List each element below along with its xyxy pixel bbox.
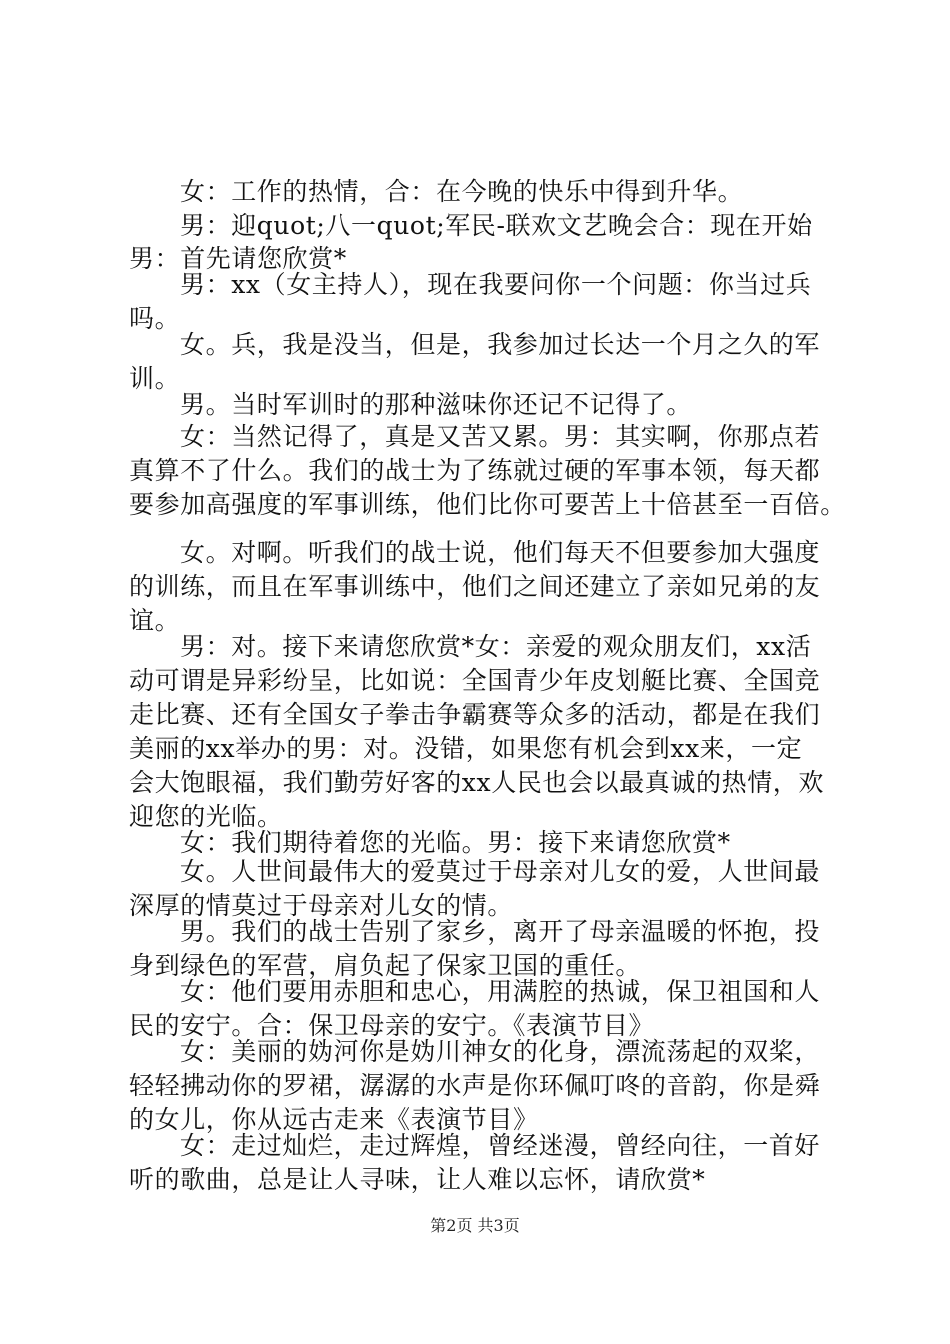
text-line: 女：美丽的妫河你是妫川神女的化身，漂流荡起的双桨， — [180, 1037, 821, 1066]
text-line: 要参加高强度的军事训练，他们比你可要苦上十倍甚至一百倍。 — [129, 490, 846, 519]
text-line: 男：首先请您欣赏* — [129, 244, 347, 273]
text-line: 会大饱眼福，我们勤劳好客的xx人民也会以最真诚的热情，欢 — [129, 768, 825, 797]
text-line: 深厚的情莫过于母亲对儿女的情。 — [129, 891, 514, 920]
text-line: 真算不了什么。我们的战士为了练就过硬的军事本领，每天都 — [129, 456, 821, 485]
text-line: 女：当然记得了，真是又苦又累。男：其实啊，你那点若 — [180, 422, 821, 451]
text-line: 身到绿色的军营，肩负起了保家卫国的重任。 — [129, 951, 642, 980]
text-line: 谊。 — [129, 606, 181, 635]
text-line: 男。当时军训时的那种滋味你还记不记得了。 — [180, 390, 693, 419]
text-line: 民的安宁。合：保卫母亲的安宁。《表演节目》 — [129, 1011, 655, 1040]
text-line: 女：我们期待着您的光临。男：接下来请您欣赏* — [180, 828, 731, 857]
text-line: 女。对啊。听我们的战士说，他们每天不但要参加大强度 — [180, 538, 821, 567]
text-line: 女：他们要用赤胆和忠心，用满腔的热诚，保卫祖国和人 — [180, 977, 821, 1006]
text-line: 迎您的光临。 — [129, 802, 283, 831]
text-line: 吗。 — [129, 304, 181, 333]
text-line: 男：迎quot;八一quot;军民-联欢文艺晚会合：现在开始 — [180, 211, 813, 240]
text-line: 轻轻拂动你的罗裙，潺潺的水声是你环佩叮咚的音韵，你是舜 — [129, 1071, 821, 1100]
text-line: 男：xx（女主持人），现在我要问你一个问题：你当过兵 — [180, 270, 812, 299]
text-line: 的女儿，你从远古走来《表演节目》 — [129, 1105, 539, 1134]
text-line: 训。 — [129, 364, 181, 393]
text-line: 女：工作的热情，合：在今晚的快乐中得到升华。 — [180, 177, 744, 206]
text-line: 女。人世间最伟大的爱莫过于母亲对儿女的爱，人世间最 — [180, 857, 821, 886]
text-line: 女。兵，我是没当，但是，我参加过长达一个月之久的军 — [180, 330, 821, 359]
text-line: 动可谓是异彩纷呈，比如说：全国青少年皮划艇比赛、全国竞 — [129, 666, 821, 695]
text-line: 男。我们的战士告别了家乡，离开了母亲温暖的怀抱，投 — [180, 917, 821, 946]
text-line: 美丽的xx举办的男：对。没错，如果您有机会到xx来，一定 — [129, 734, 803, 763]
text-line: 女：走过灿烂，走过辉煌，曾经迷漫，曾经向往，一首好 — [180, 1131, 821, 1160]
page-number: 第2页 共3页 — [430, 1216, 520, 1235]
text-line: 听的歌曲，总是让人寻味，让人难以忘怀，请欣赏* — [129, 1165, 706, 1194]
text-line: 走比赛、还有全国女子拳击争霸赛等众多的活动，都是在我们 — [129, 700, 821, 729]
text-line: 男：对。接下来请您欣赏*女：亲爱的观众朋友们，xx活 — [180, 632, 812, 661]
text-line: 的训练，而且在军事训练中，他们之间还建立了亲如兄弟的友 — [129, 572, 821, 601]
